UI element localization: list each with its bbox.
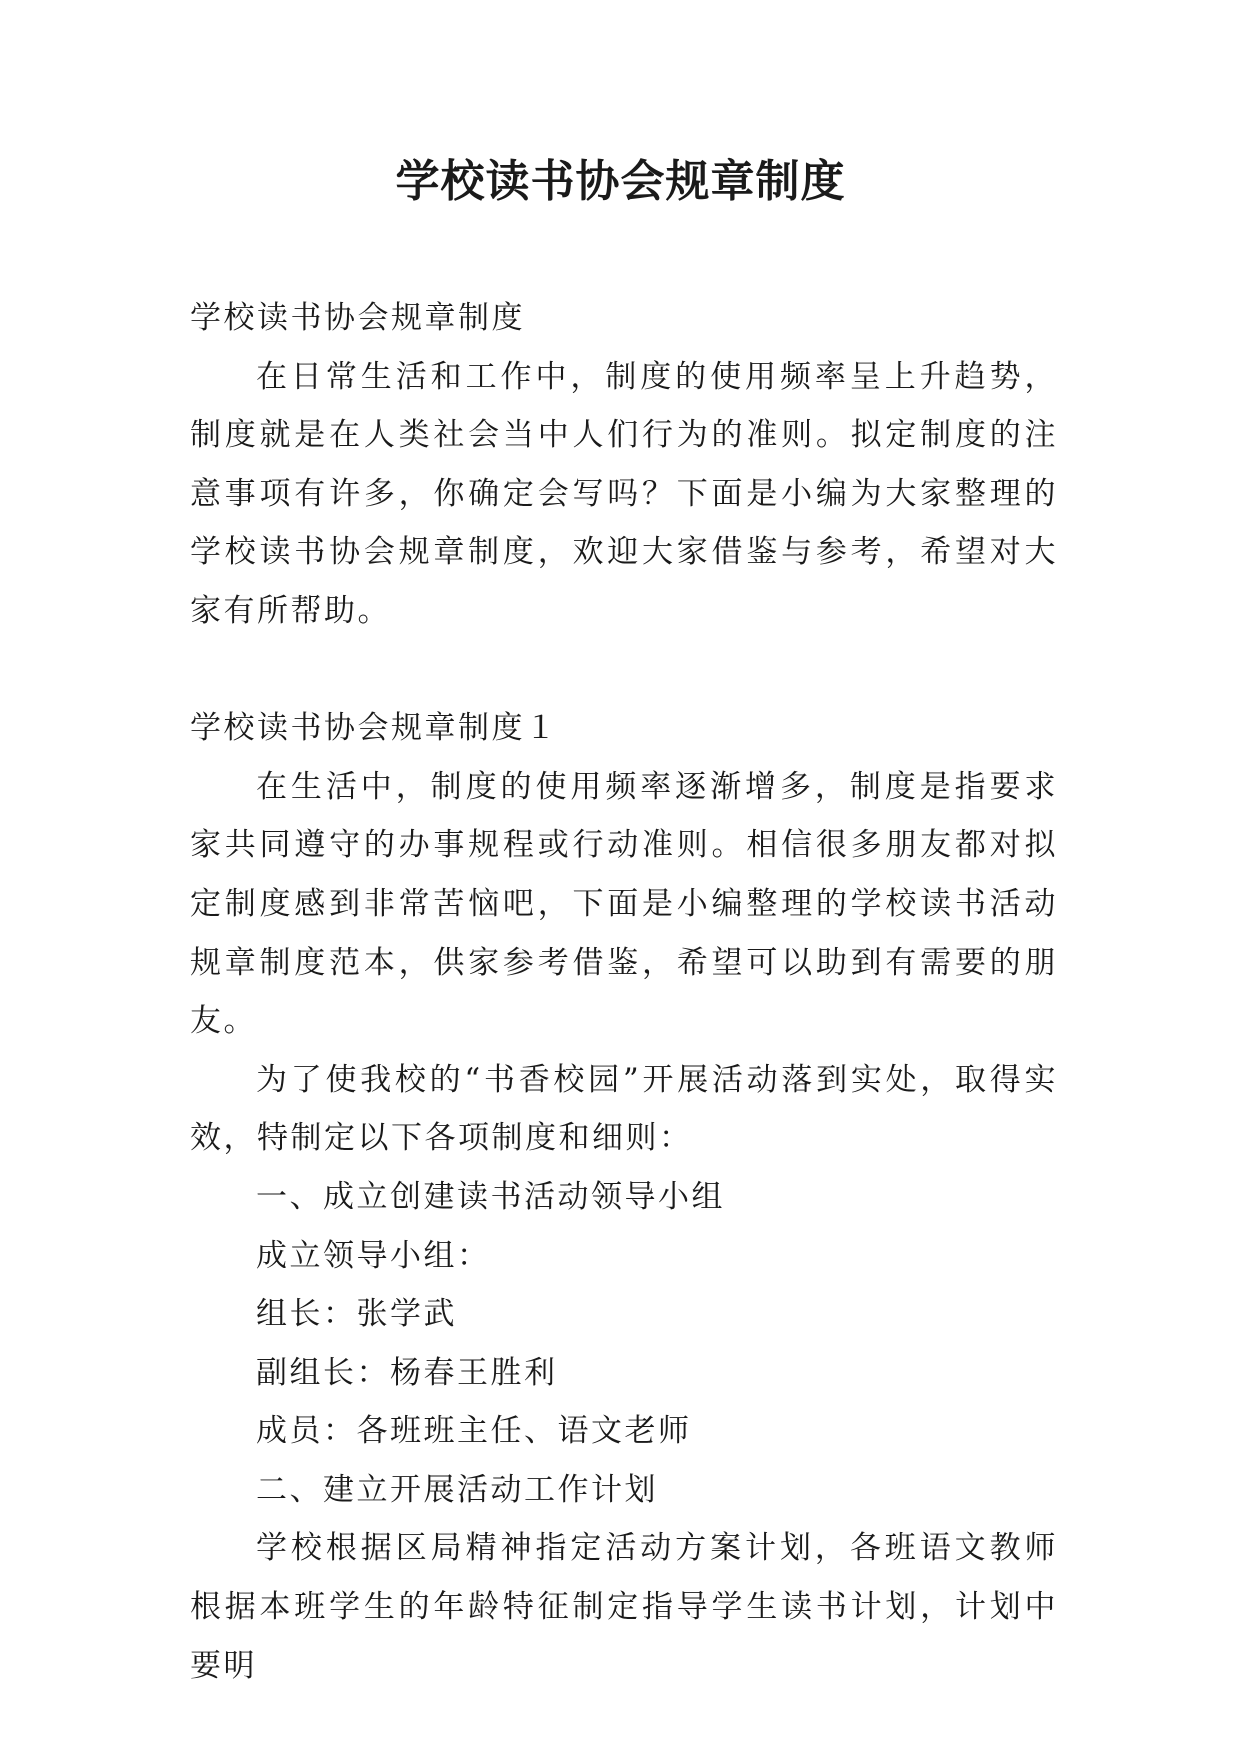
intro-paragraph: 在日常生活和工作中，制度的使用频率呈上升趋势，制度就是在人类社会当中人们行为的准则。拟定制度的注意事项有许多，你确定会写吗？下面是小编为大家整理的学校读书协会规章制度，欢迎大家借鉴与参考，希望对大家有所帮助。: [190, 358, 1058, 629]
body-paragraph: 组长：张学武: [256, 1296, 457, 1333]
body-paragraph: 成立领导小组：: [256, 1237, 491, 1274]
body-paragraph: 在生活中，制度的使用频率逐渐增多，制度是指要求家共同遵守的办事规程或行动准则。相信很多朋友都对拟定制度感到非常苦恼吧，下面是小编整理的学校读书活动规章制度范本，供家参考借鉴，希望可以助到有需要的朋友。: [190, 768, 1058, 1040]
body-paragraph: 副组长：杨春王胜利: [256, 1354, 558, 1391]
section-heading: 学校读书协会规章制度: [190, 300, 525, 336]
section-heading: 学校读书协会规章制度１: [190, 710, 559, 747]
body-paragraph: 成员：各班班主任、语文老师: [256, 1413, 692, 1450]
list-heading: 一、成立创建读书活动领导小组: [256, 1178, 725, 1215]
body-paragraph: 学校根据区局精神指定活动方案计划，各班语文教师根据本班学生的年龄特征制定指导学生读书计划，计划中要明: [190, 1530, 1058, 1684]
document-title: 学校读书协会规章制度: [395, 156, 846, 207]
list-heading: 二、建立开展活动工作计划: [256, 1471, 658, 1508]
document-body: [190, 289, 1058, 1695]
body-paragraph: 为了使我校的“书香校园”开展活动落到实处，取得实效，特制定以下各项制度和细则：: [190, 1061, 1058, 1157]
paragraph-spacer: [190, 641, 1058, 700]
